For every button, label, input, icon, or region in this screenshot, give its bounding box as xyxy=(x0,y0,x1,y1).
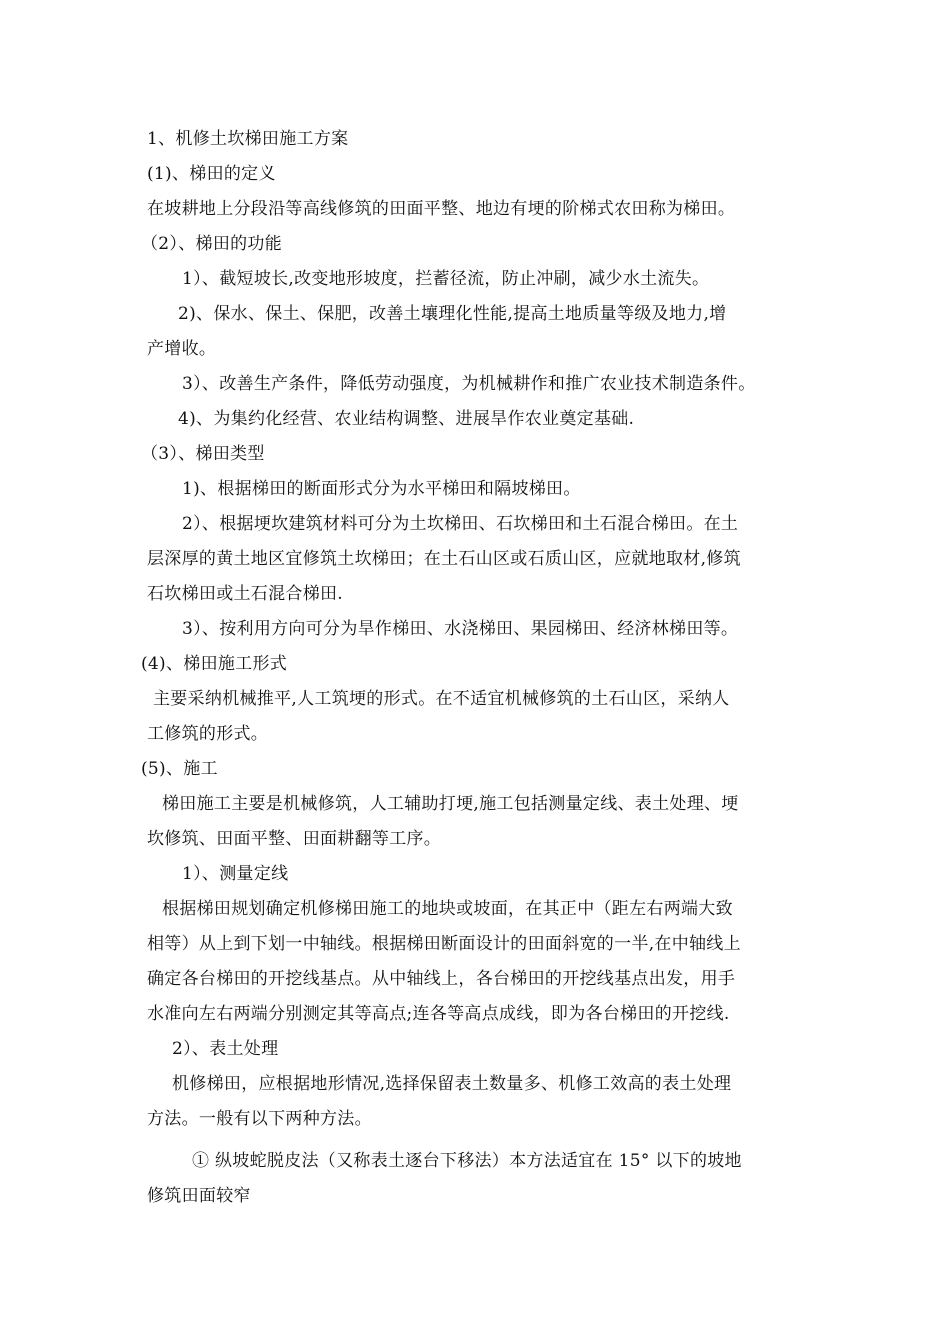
subsection-heading: （2）、梯田的功能 xyxy=(141,234,283,254)
list-item-continuation: 产增收。 xyxy=(147,339,217,359)
step-heading: 1）、测量定线 xyxy=(182,864,289,884)
list-item-continuation: 石坎梯田或土石混合梯田. xyxy=(147,584,344,604)
list-item: 3）、按利用方向可分为旱作梯田、水浇梯田、果园梯田、经济林梯田等。 xyxy=(182,619,739,639)
section-heading: 1、机修土坎梯田施工方案 xyxy=(147,129,349,149)
paragraph-line: 根据梯田规划确定机修梯田施工的地块或坡面，在其正中（距左右两端大致 xyxy=(162,899,733,919)
list-item: 2)、保水、保土、保肥，改善土壤理化性能,提高土地质量等级及地力,增 xyxy=(178,304,727,324)
paragraph-line: 确定各台梯田的开挖线基点。从中轴线上，各台梯田的开挖线基点出发，用手 xyxy=(147,969,736,989)
paragraph-line: 梯田施工主要是机械修筑，人工辅助打埂,施工包括测量定线、表土处理、埂 xyxy=(162,794,739,814)
paragraph-line: 主要采纳机械推平,人工筑埂的形式。在不适宜机械修筑的土石山区，采纳人 xyxy=(153,689,730,709)
subsection-heading: (4)、梯田施工形式 xyxy=(141,654,288,674)
paragraph-line: 坎修筑、田面平整、田面耕翻等工序。 xyxy=(147,829,442,849)
subsection-heading: (1)、梯田的定义 xyxy=(147,164,276,184)
method-item: ① 纵坡蛇脱皮法（又称表土逐台下移法）本方法适宜在 15° 以下的坡地 xyxy=(192,1151,742,1171)
paragraph-line: 工修筑的形式。 xyxy=(147,724,269,744)
list-item: 2）、根据埂坎建筑材料可分为土坎梯田、石坎梯田和土石混合梯田。在土 xyxy=(182,514,739,534)
subsection-heading: (5)、施工 xyxy=(141,759,218,779)
list-item: 3）、改善生产条件，降低劳动强度，为机械耕作和推广农业技术制造条件。 xyxy=(182,374,756,394)
list-item: 1)、根据梯田的断面形式分为水平梯田和隔坡梯田。 xyxy=(182,479,581,499)
list-item-continuation: 层深厚的黄土地区宜修筑土坎梯田；在土石山区或石质山区，应就地取材,修筑 xyxy=(147,549,741,569)
subsection-heading: （3）、梯田类型 xyxy=(141,444,265,464)
step-heading: 2）、表土处理 xyxy=(172,1039,279,1059)
paragraph-line: 相等）从上到下划一中轴线。根据梯田断面设计的田面斜宽的一半,在中轴线上 xyxy=(147,934,741,954)
paragraph-line: 在坡耕地上分段沿等高线修筑的田面平整、地边有埂的阶梯式农田称为梯田。 xyxy=(147,199,736,219)
paragraph-line: 方法。一般有以下两种方法。 xyxy=(147,1109,372,1129)
method-item-continuation: 修筑田面较窄 xyxy=(147,1186,251,1206)
list-item: 1）、截短坡长,改变地形坡度，拦蓄径流，防止冲刷，减少水土流失。 xyxy=(182,269,710,289)
paragraph-line: 水准向左右两端分别测定其等高点;连各等高点成线，即为各台梯田的开挖线. xyxy=(147,1004,730,1024)
list-item: 4)、为集约化经营、农业结构调整、进展旱作农业奠定基础. xyxy=(178,409,635,429)
paragraph-line: 机修梯田，应根据地形情况,选择保留表土数量多、机修工效高的表土处理 xyxy=(172,1074,732,1094)
